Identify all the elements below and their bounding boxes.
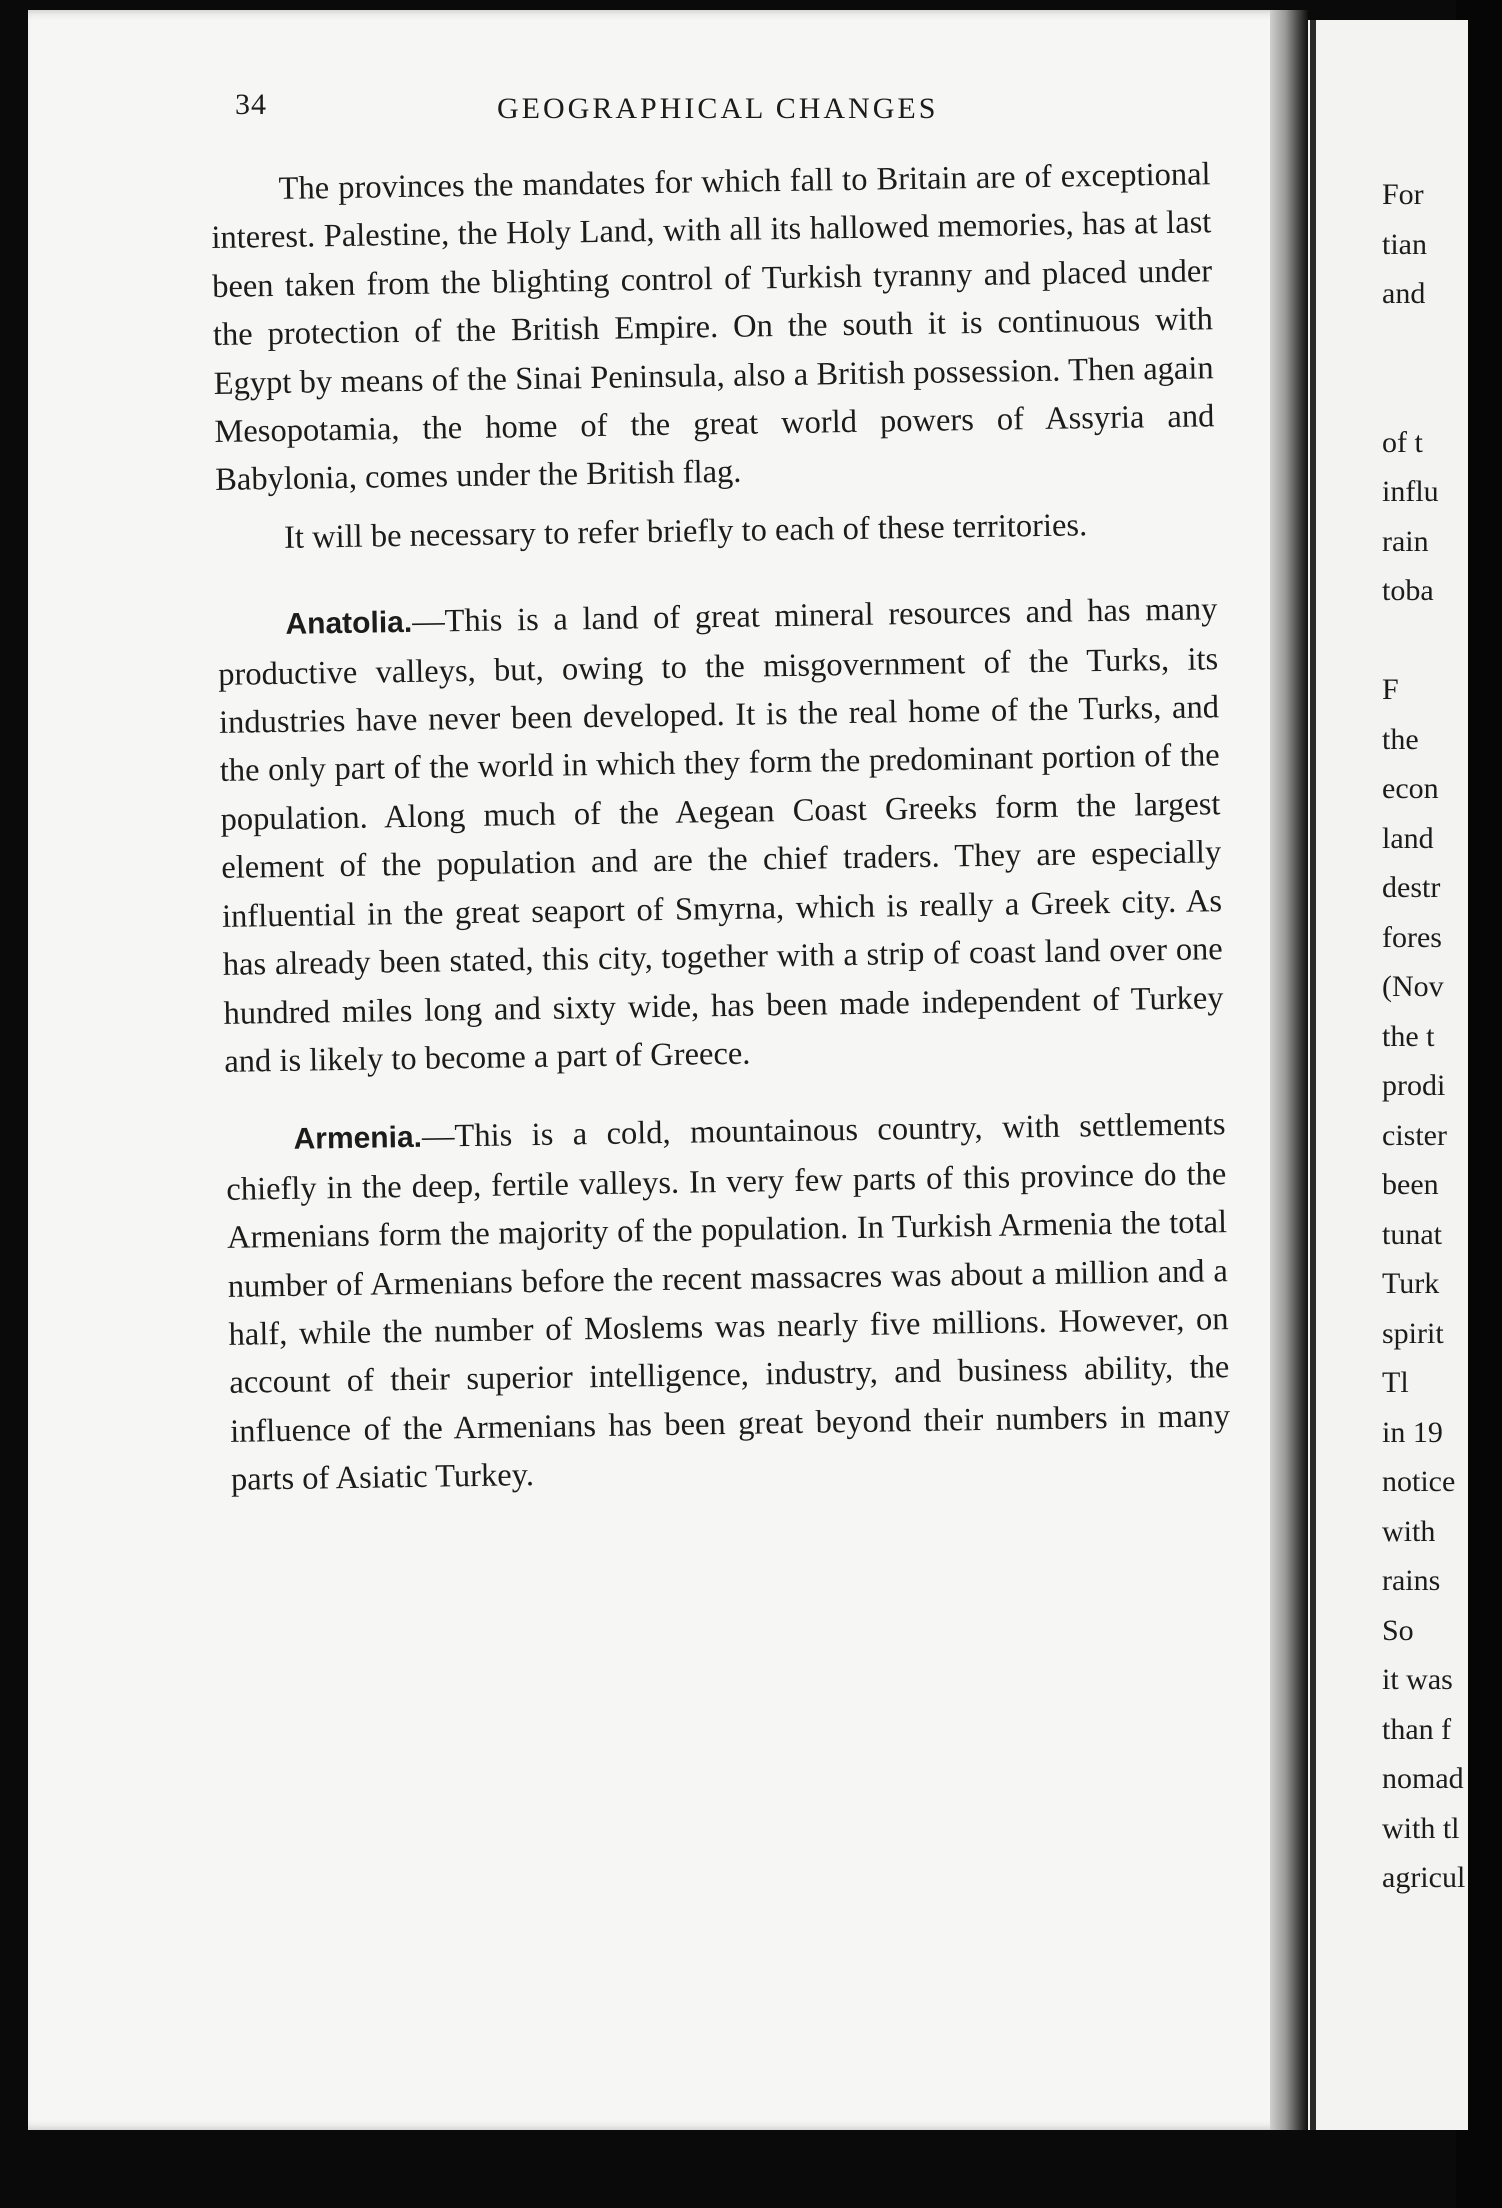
facing-page-fragment: fores [1382,920,1442,954]
facing-page-fragment: cister [1382,1118,1447,1152]
running-head: GEOGRAPHICAL CHANGES [497,92,939,125]
facing-page-fragment: the [1382,722,1419,756]
facing-page-fragment: it was [1382,1663,1453,1696]
body-text [210,132,1231,1504]
paragraph-text: —This is a cold, mountainous country, with settlements chiefly in the deep, fertile valleys. In very few parts of this province do the Armenians form the majority of the population. In Turkish Armenia the total number of Armenians before the recent massacres was about a million and a half, while the number of Moslems was nearly five millions. However, on account of their superior intelligence, industry, and business ability, the influence of the Armenians has been great beyond their numbers in many parts of Asiatic Turkey. [226,1106,1231,1498]
facing-page-fragment: tian [1382,227,1427,261]
facing-page-fragment: prodi [1382,1069,1446,1102]
facing-page-fragment: and [1382,277,1426,310]
facing-page-fragment: with [1382,1514,1436,1548]
facing-page-fragment: land [1382,821,1434,855]
book-gutter [1270,10,1308,2130]
facing-page-fragment: in 19 [1382,1415,1443,1449]
facing-page-fragment: (Nov [1382,970,1444,1003]
facing-page-fragment: nomad [1382,1762,1464,1795]
facing-page-fragment: econ [1382,772,1439,805]
facing-page-fragment: F [1382,673,1399,706]
facing-page-fragment: tunat [1382,1217,1442,1251]
facing-page-fragment [1382,616,1502,666]
facing-page-fragment: than f [1382,1712,1452,1746]
facing-page-fragment: spirit [1382,1316,1444,1350]
facing-page-fragment: toba [1382,574,1434,607]
paragraph-armenia [225,1100,1231,1504]
facing-page-fragment: Tl [1382,1366,1409,1399]
facing-page-fragment: notice [1382,1465,1456,1498]
paragraph-text: The provinces the mandates for which fall to Britain are of exceptional interest. Palestine, the Holy Land, with all its hallowed memories, has at last been taken from the blighting control of Turkish tyranny and placed under the protection of the British Empire. On the south it is continuous with Egypt by means of the Sinai Peninsula, also a British possession. Then again Mesopotamia, the home of the great world powers of Assyria and Babylonia, comes under the British flag. [211,156,1215,499]
right-page-edge [1310,20,1316,2130]
facing-page-fragment: So [1382,1613,1414,1647]
paragraph-text: —This is a land of great mineral resources and has many productive valleys, but, owing to the misgovernment of the Turks, its industries have never been developed. It is the real home of the Turks, and the only part of the world in which they form the predominant portion of the population. Along much of the Aegean Coast Greeks form the largest element of the population and are the chief traders. They are especially influential in the great seaport of Smyrna, which is really a Greek city. As has already been stated, this city, together with a strip of coast land over one hundred miles long and sixty wide, has been made independent of Turkey and is likely to become a part of Greece. [217,591,1224,1080]
topic-heading: Armenia. [293,1121,423,1157]
paragraph-territories [216,499,1217,563]
facing-page-fragment: agricul [1382,1861,1466,1894]
facing-page-fragment: For [1382,178,1424,211]
facing-page-fragment: with tl [1382,1811,1460,1845]
facing-page-fragment: the t [1382,1019,1435,1053]
paragraph-text: It will be necessary to refer briefly to each of these territories. [283,507,1088,556]
facing-page-fragment [1382,319,1502,369]
facing-page-fragment: rains [1382,1564,1441,1597]
facing-page-fragment: Turk [1382,1267,1440,1300]
facing-page-fragment: rain [1382,524,1429,558]
page-header [235,88,1235,138]
facing-page-fragment: destr [1382,871,1441,904]
facing-page-fragment [1382,368,1502,418]
page-number: 34 [235,88,267,121]
facing-page-fragment: influ [1382,475,1439,508]
facing-page-fragment: of t [1382,425,1423,459]
paragraph-anatolia [217,585,1224,1086]
facing-page-fragment: been [1382,1168,1439,1201]
facing-page-column [1382,170,1502,1903]
paragraph-mandates [210,150,1215,505]
topic-heading: Anatolia. [285,606,413,642]
